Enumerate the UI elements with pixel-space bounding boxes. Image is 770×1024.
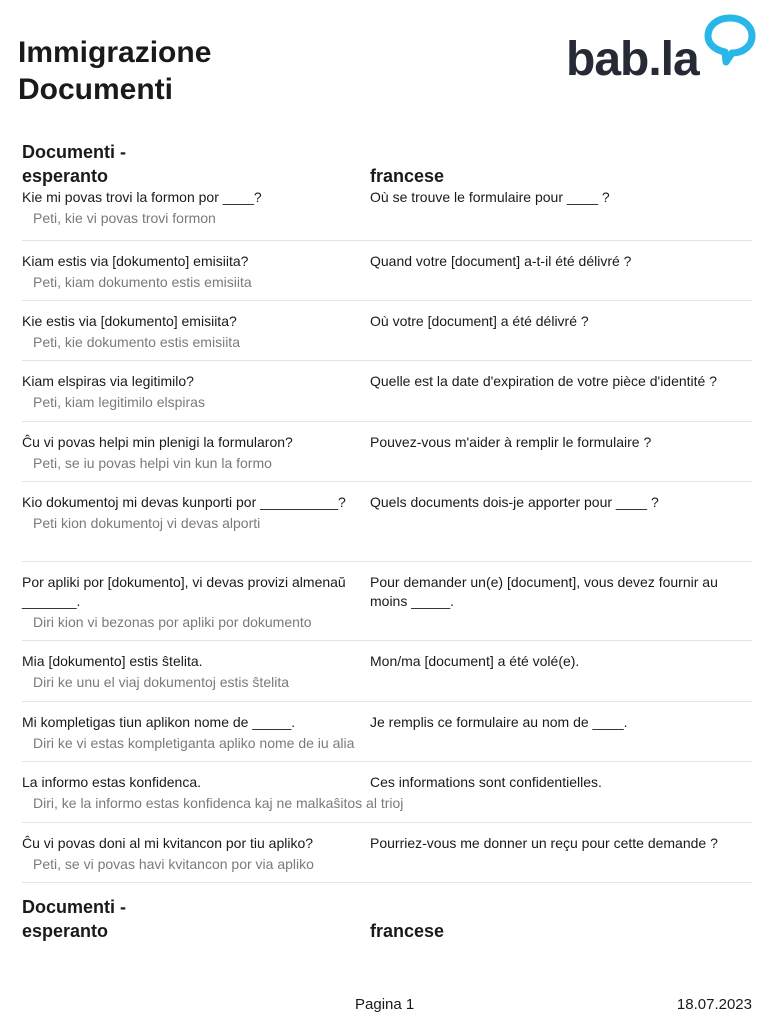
phrase-description: Diri ke vi estas kompletiganta apliko nome de iu alia <box>33 735 355 751</box>
phrase-description: Peti, kie dokumento estis emisiita <box>33 334 240 350</box>
section-title: Documenti - <box>22 897 127 917</box>
phrase-description: Peti, se vi povas havi kvitancon por via apliko <box>33 856 314 872</box>
column-header-francese: francese <box>370 921 445 941</box>
phrase-row <box>22 702 752 762</box>
phrase-esperanto: Ĉu vi povas helpi min plenigi la formularon? <box>22 434 293 450</box>
phrase-francese: Ces informations sont confidentielles. <box>370 774 602 790</box>
phrase-row <box>22 762 752 823</box>
phrase-description: Peti, kiam dokumento estis emisiita <box>33 274 252 290</box>
phrase-esperanto: Ĉu vi povas doni al mi kvitancon por tiu apliko? <box>22 835 314 851</box>
phrase-row <box>22 823 752 883</box>
phrase-francese: Où se trouve le formulaire pour ____ ? <box>370 189 610 205</box>
column-header-esperanto: esperanto <box>22 166 109 186</box>
page-title-line-1: Immigrazione <box>18 36 212 69</box>
phrase-francese: Pourriez-vous me donner un reçu pour cette demande ? <box>370 835 718 851</box>
phrase-row <box>22 301 752 361</box>
phrase-francese: Quelle est la date d'expiration de votre pièce d'identité ? <box>370 373 718 389</box>
phrase-description: Peti kion dokumentoj vi devas alporti <box>33 515 261 531</box>
phrase-francese: Pouvez-vous m'aider à remplir le formulaire ? <box>370 434 652 450</box>
phrase-description: Peti, kiam legitimilo elspiras <box>33 394 205 410</box>
phrase-esperanto: Mia [dokumento] estis ŝtelita. <box>22 653 203 669</box>
logo-wordmark: bab.la <box>566 33 699 86</box>
column-header-esperanto: esperanto <box>22 921 109 941</box>
phrase-row <box>22 641 752 702</box>
phrase-row <box>22 241 752 301</box>
phrase-description: Diri kion vi bezonas por apliki por dokumento <box>33 614 312 630</box>
phrase-description: Peti, kie vi povas trovi formon <box>33 210 216 226</box>
section-title: Documenti - <box>22 142 127 162</box>
phrase-row <box>22 562 752 641</box>
column-header-francese: francese <box>370 166 445 186</box>
phrase-esperanto: Kio dokumentoj mi devas kunporti por __________? <box>22 494 346 510</box>
phrase-francese: Quand votre [document] a-t-il été délivré ? <box>370 253 632 269</box>
phrase-esperanto: Kie mi povas trovi la formon por ____? <box>22 189 262 205</box>
phrase-row <box>22 361 752 422</box>
phrase-row <box>22 188 752 241</box>
phrase-esperanto: Kiam estis via [dokumento] emisiita? <box>22 253 249 269</box>
phrase-list <box>22 188 752 883</box>
phrase-francese: Quels documents dois-je apporter pour ____ ? <box>370 494 659 510</box>
page-number: Pagina 1 <box>355 996 415 1013</box>
phrase-esperanto: Kiam elspiras via legitimilo? <box>22 373 194 389</box>
print-date: 18.07.2023 <box>676 996 752 1013</box>
phrase-esperanto: Mi kompletigas tiun aplikon nome de _____. <box>22 714 296 730</box>
phrase-esperanto: Por apliki por [dokumento], vi devas provizi almenaŭ _______. <box>22 574 346 609</box>
phrase-francese: Je remplis ce formulaire au nom de ____. <box>370 714 628 730</box>
bab-la-logo <box>566 14 756 84</box>
page-title <box>18 34 211 108</box>
phrase-francese: Où votre [document] a été délivré ? <box>370 313 589 329</box>
phrase-francese: Pour demander un(e) [document], vous devez fournir au moins _____. <box>370 574 718 609</box>
phrase-esperanto: Kie estis via [dokumento] emisiita? <box>22 313 237 329</box>
phrase-esperanto: La informo estas konfidenca. <box>22 774 201 790</box>
phrase-description: Diri, ke la informo estas konfidenca kaj ne malkaŝitos al trioj <box>33 795 404 811</box>
speech-bubble-icon <box>704 14 756 68</box>
phrase-francese: Mon/ma [document] a été volé(e). <box>370 653 580 669</box>
phrase-row <box>22 482 752 562</box>
page-title-line-2: Documenti <box>18 73 174 106</box>
phrase-description: Peti, se iu povas helpi vin kun la formo <box>33 455 272 471</box>
phrase-description: Diri ke unu el viaj dokumentoj estis ŝtelita <box>33 674 290 690</box>
phrase-row <box>22 422 752 482</box>
